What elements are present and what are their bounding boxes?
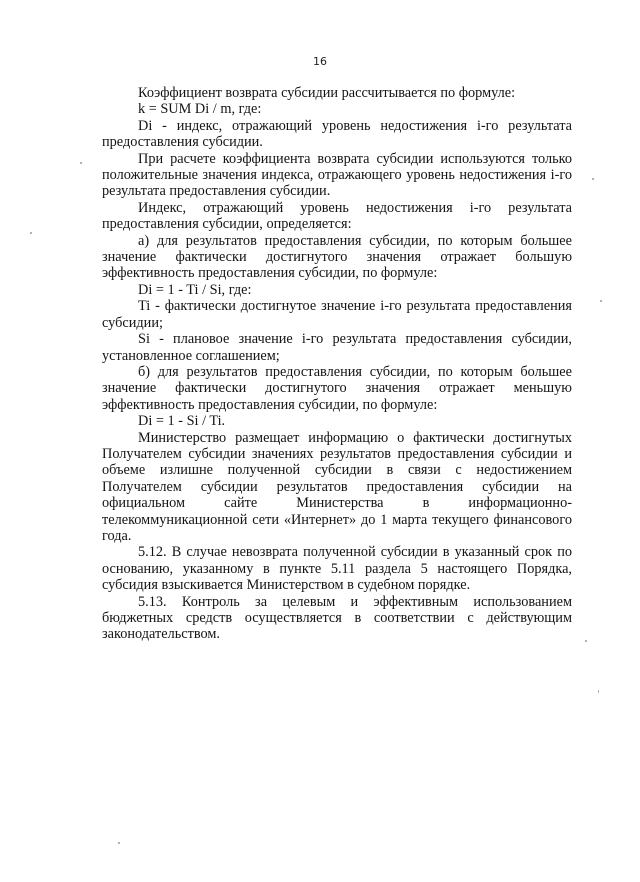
scan-speck <box>118 842 120 844</box>
scan-speck <box>80 162 82 164</box>
scan-speck <box>585 640 587 642</box>
paragraph-di-definition: Di - индекс, отражающий уровень недостижения i-го результата предоставления субсидии. <box>102 117 572 151</box>
scan-speck <box>598 690 599 693</box>
paragraph-ti-definition: Ti - фактически достигнутое значение i-го результата предоставления субсидии; <box>102 298 572 331</box>
paragraph-positive-values: При расчете коэффициента возврата субсидии используются только положительные значения индекса, отражающего уровень недостижения i-го результата предоставления субсидии. <box>102 150 572 200</box>
paragraph-5-13: 5.13. Контроль за целевым и эффективным использованием бюджетных средств осуществляется в соответствии с действующим законодательством. <box>102 593 572 643</box>
paragraph-index-definition: Индекс, отражающий уровень недостижения i-го результата предоставления субсидии, определяется: <box>102 199 572 233</box>
document-body <box>102 85 572 643</box>
paragraph-formula-a: Di = 1 - Ti / Si, где: <box>138 281 252 298</box>
scan-speck <box>592 178 594 180</box>
paragraph-formula-k: k = SUM Di / m, где: <box>138 101 262 118</box>
paragraph-ministry-info: Министерство размещает информацию о фактически достигнутых Получателем субсидии значениях результатов предоставления субсидии и объеме излишне полученной субсидии в связи с недостижением Получателем субсидии результатов предоставления субсидии на официальном сайте Министерства в информационно-телекоммуникационной сети «Интернет» до 1 марта текущего финансового года. <box>102 429 572 544</box>
paragraph-5-12: 5.12. В случае невозврата полученной субсидии в указанный срок по основанию, указанному в пункте 5.11 раздела 5 настоящего Порядка, субсидия взыскивается Министерством в судебном порядке. <box>102 544 572 594</box>
paragraph-case-a: а) для результатов предоставления субсидии, по которым большее значение фактически достигнутого значения отражает большую эффективность предоставления субсидии, по формуле: <box>102 232 572 282</box>
page-number: 16 <box>313 55 327 68</box>
paragraph-si-definition: Si - плановое значение i-го результата предоставления субсидии, установленное соглашением; <box>102 331 572 364</box>
paragraph-formula-intro: Коэффициент возврата субсидии рассчитывается по формуле: <box>138 85 516 101</box>
scan-speck <box>600 300 602 302</box>
paragraph-formula-b: Di = 1 - Si / Ti. <box>138 413 226 430</box>
paragraph-case-b: б) для результатов предоставления субсидии, по которым большее значение фактически достигнутого значения отражает меньшую эффективность предоставления субсидии, по формуле: <box>102 363 572 413</box>
scan-speck <box>30 232 32 234</box>
